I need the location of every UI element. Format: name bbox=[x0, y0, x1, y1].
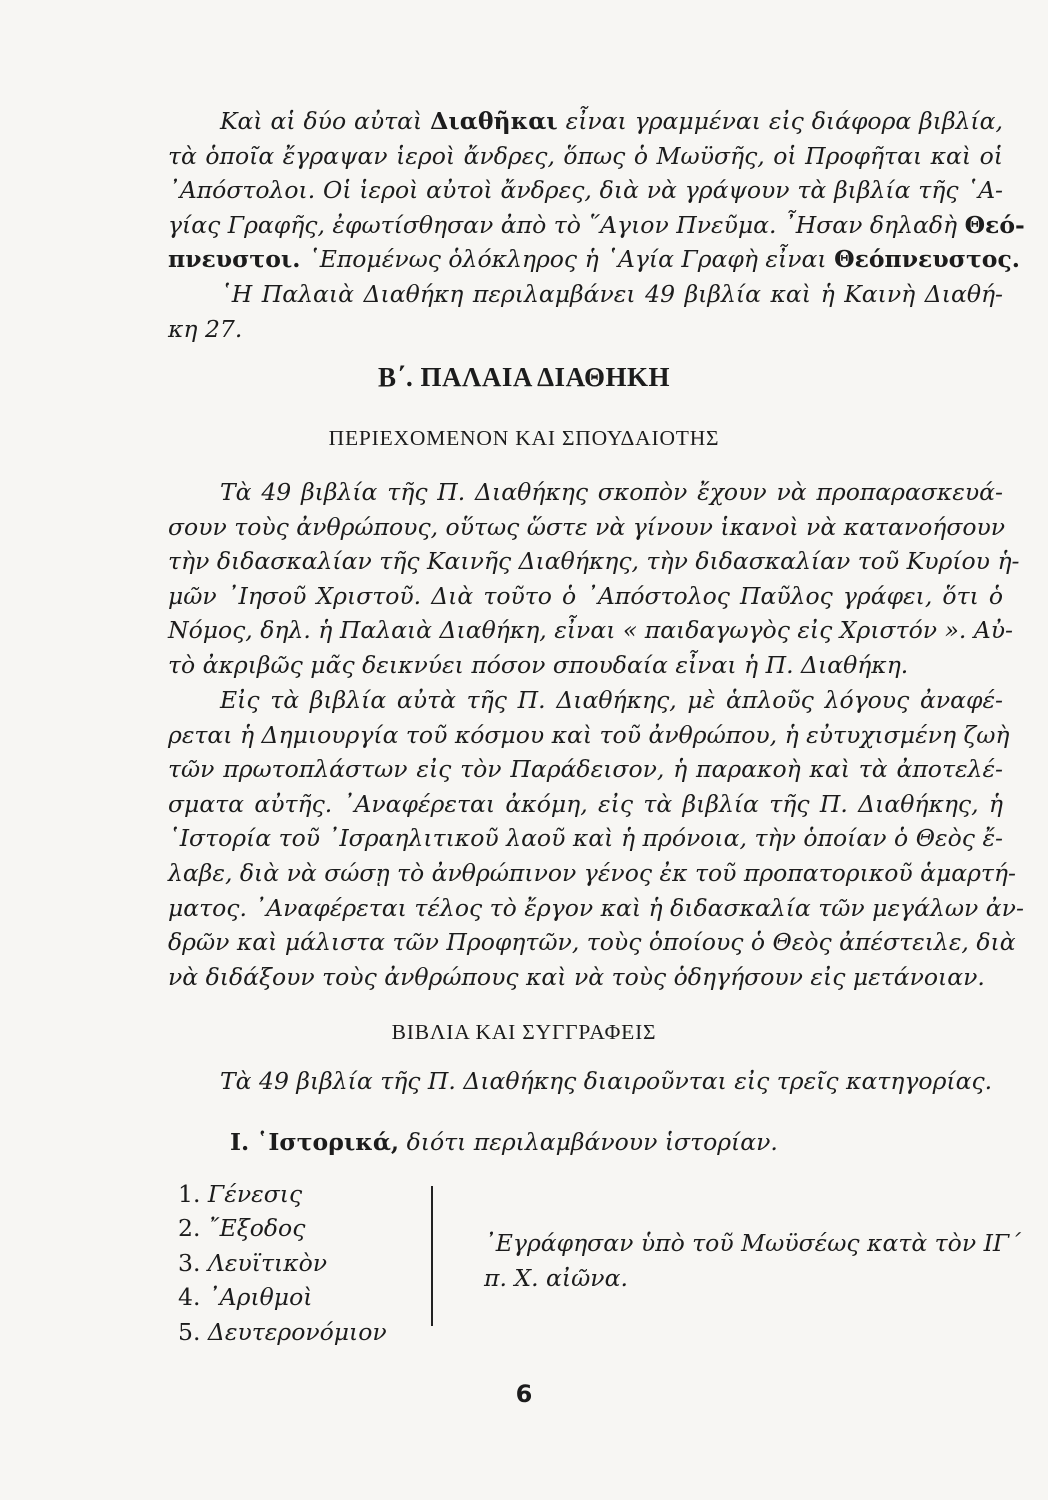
intro-line-5 bbox=[168, 242, 1020, 277]
paragraph-line: ρεται ἡ Δημιουργία τοῦ κόσμου καὶ τοῦ ἀνθρώπου, ἡ εὐτυχισμένη ζωὴ bbox=[168, 720, 1010, 749]
intro-line-6: ῾Η Παλαιὰ Διαθήκη περιλαμβάνει 49 βιβλία καὶ ἡ Καινὴ Διαθή- bbox=[220, 279, 1003, 308]
page-number: 6 bbox=[515, 1380, 533, 1408]
bold-term: πνευστοι. bbox=[168, 245, 301, 274]
list-item bbox=[178, 1246, 438, 1280]
list-item-number: 5. bbox=[178, 1317, 201, 1346]
list-item bbox=[178, 1177, 438, 1211]
paragraph-line: Νόμος, δηλ. ἡ Παλαιὰ Διαθήκη, εἶναι « παιδαγωγὸς εἰς Χριστόν ». Αὐ- bbox=[168, 616, 1014, 645]
intro-line-7: κη 27. bbox=[168, 314, 243, 343]
intro-line-2: τὰ ὁποῖα ἔγραψαν ἱεροὶ ἄνδρες, ὅπως ὁ Μωϋσῆς, οἱ Προφῆται καὶ οἱ bbox=[168, 141, 1003, 170]
books-authorship-note bbox=[484, 1226, 1021, 1295]
list-item-number: 4. bbox=[178, 1283, 201, 1312]
intro-line-1 bbox=[168, 104, 1003, 139]
paragraph-contents bbox=[168, 683, 1024, 994]
paragraph-line: σματα αὐτῆς. ᾿Αναφέρεται ἀκόμη, εἰς τὰ βιβλία τῆς Π. Διαθήκης, ἡ bbox=[168, 789, 1003, 818]
bold-term: Θεό- bbox=[964, 210, 1025, 239]
intro-text: γίας Γραφῆς, ἐφωτίσθησαν ἀπὸ τὸ ῞Αγιον Πνεῦμα. ῏Ησαν δηλαδὴ bbox=[168, 210, 965, 239]
list-item bbox=[178, 1211, 438, 1245]
paragraph-line: δρῶν καὶ μάλιστα τῶν Προφητῶν, τοὺς ὁποίους ὁ Θεὸς ἀπέστειλε, διὰ bbox=[168, 928, 1016, 957]
list-item-title: Δευτερονόμιον bbox=[207, 1317, 387, 1346]
list-item-number: 3. bbox=[178, 1248, 201, 1277]
category-number: I. bbox=[230, 1128, 250, 1156]
paragraph-line: Τὰ 49 βιβλία τῆς Π. Διαθήκης σκοπὸν ἔχουν νὰ προπαρασκευά- bbox=[220, 478, 1003, 506]
paragraph-line: Τὰ 49 βιβλία τῆς Π. Διαθήκης διαιροῦνται εἰς τρεῖς κατηγορίας. bbox=[220, 1067, 993, 1095]
bold-term: Θεόπνευστος. bbox=[834, 245, 1020, 274]
grouping-brace bbox=[425, 1186, 433, 1326]
note-line: π. Χ. αἰῶνα. bbox=[484, 1263, 628, 1292]
category-name: ῾Ιστορικά, bbox=[256, 1128, 400, 1156]
section-heading-books: ΒΙΒΛΙΑ ΚΑΙ ΣΥΓΓΡΑΦΕΙΣ bbox=[391, 1020, 657, 1044]
paragraph-line: τῶν πρωτοπλάστων εἰς τὸν Παράδεισον, ἡ παρακοὴ καὶ τὰ ἀποτελέ- bbox=[168, 755, 1003, 784]
book-list bbox=[178, 1177, 438, 1349]
intro-line-3: ᾿Απόστολοι. Οἱ ἱεροὶ αὐτοὶ ἄνδρες, διὰ νὰ γράψουν τὰ βιβλία τῆς ῾Α- bbox=[168, 176, 1003, 205]
intro-text: Καὶ αἱ δύο αὐταὶ bbox=[220, 107, 431, 135]
note-line: ᾿Εγράφησαν ὑπὸ τοῦ Μωϋσέως κατὰ τὸν ΙΓ΄ bbox=[484, 1229, 1021, 1257]
list-item-number: 2. bbox=[178, 1214, 201, 1243]
list-item bbox=[178, 1280, 438, 1314]
paragraph-line: μῶν ᾿Ιησοῦ Χριστοῦ. Διὰ τοῦτο ὁ ᾿Απόστολος Παῦλος γράφει, ὅτι ὁ bbox=[168, 581, 1003, 610]
category-heading bbox=[230, 1128, 778, 1156]
paragraph-line: τὸ ἀκριβῶς μᾶς δεικνύει πόσον σπουδαία εἶναι ἡ Π. Διαθήκη. bbox=[168, 650, 909, 679]
list-item bbox=[178, 1315, 438, 1349]
section-heading-contents: ΠΕΡΙΕΧΟΜΕΝΟΝ ΚΑΙ ΣΠΟΥΔΑΙΟΤΗΣ bbox=[328, 426, 720, 450]
intro-line-4 bbox=[168, 208, 1025, 243]
list-item-title: ῎Εξοδος bbox=[207, 1214, 306, 1243]
list-item-title: ᾿Αριθμοὶ bbox=[207, 1283, 313, 1312]
categories-intro bbox=[168, 1064, 1003, 1099]
paragraph-line: Εἰς τὰ βιβλία αὐτὰ τῆς Π. Διαθήκης, μὲ ἁπλοῦς λόγους ἀναφέ- bbox=[220, 686, 1003, 714]
list-item-number: 1. bbox=[178, 1180, 201, 1208]
list-item-title: Γένεσις bbox=[207, 1180, 303, 1208]
paragraph-line: λαβε, διὰ νὰ σώσῃ τὸ ἀνθρώπινον γένος ἐκ τοῦ προπατορικοῦ ἁμαρτή- bbox=[168, 858, 1016, 887]
list-item-title: Λευϊτικὸν bbox=[207, 1248, 328, 1277]
bold-term: Διαθῆκαι bbox=[430, 107, 558, 135]
paragraph-line: τὴν διδασκαλίαν τῆς Καινῆς Διαθήκης, τὴν διδασκαλίαν τοῦ Κυρίου ἡ- bbox=[168, 547, 1020, 576]
paragraph-purpose bbox=[168, 475, 1020, 683]
paragraph-line: σουν τοὺς ἀνθρώπους, οὕτως ὥστε νὰ γίνουν ἱκανοὶ νὰ κατανοήσουν bbox=[168, 512, 1006, 541]
paragraph-line: ῾Ιστορία τοῦ ᾿Ισραηλιτικοῦ λαοῦ καὶ ἡ πρόνοια, τὴν ὁποίαν ὁ Θεὸς ἔ- bbox=[168, 824, 1003, 853]
intro-text: ῾Επομένως ὁλόκληρος ἡ ῾Αγία Γραφὴ εἶναι bbox=[300, 245, 835, 274]
intro-paragraph bbox=[168, 104, 1025, 346]
paragraph-line: ματος. ᾿Αναφέρεται τέλος τὸ ἔργον καὶ ἡ διδασκαλία τῶν μεγάλων ἀν- bbox=[168, 893, 1024, 922]
category-description: διότι περιλαμβάνουν ἱστορίαν. bbox=[406, 1128, 778, 1156]
intro-text: εἶναι γραμμέναι εἰς διάφορα βιβλία, bbox=[557, 107, 1003, 135]
paragraph-line: νὰ διδάξουν τοὺς ἀνθρώπους καὶ νὰ τοὺς ὁδηγήσουν εἰς μετάνοιαν. bbox=[168, 962, 985, 991]
chapter-heading: Β΄. ΠΑΛΑΙΑ ΔΙΑΘΗΚΗ bbox=[378, 362, 670, 392]
